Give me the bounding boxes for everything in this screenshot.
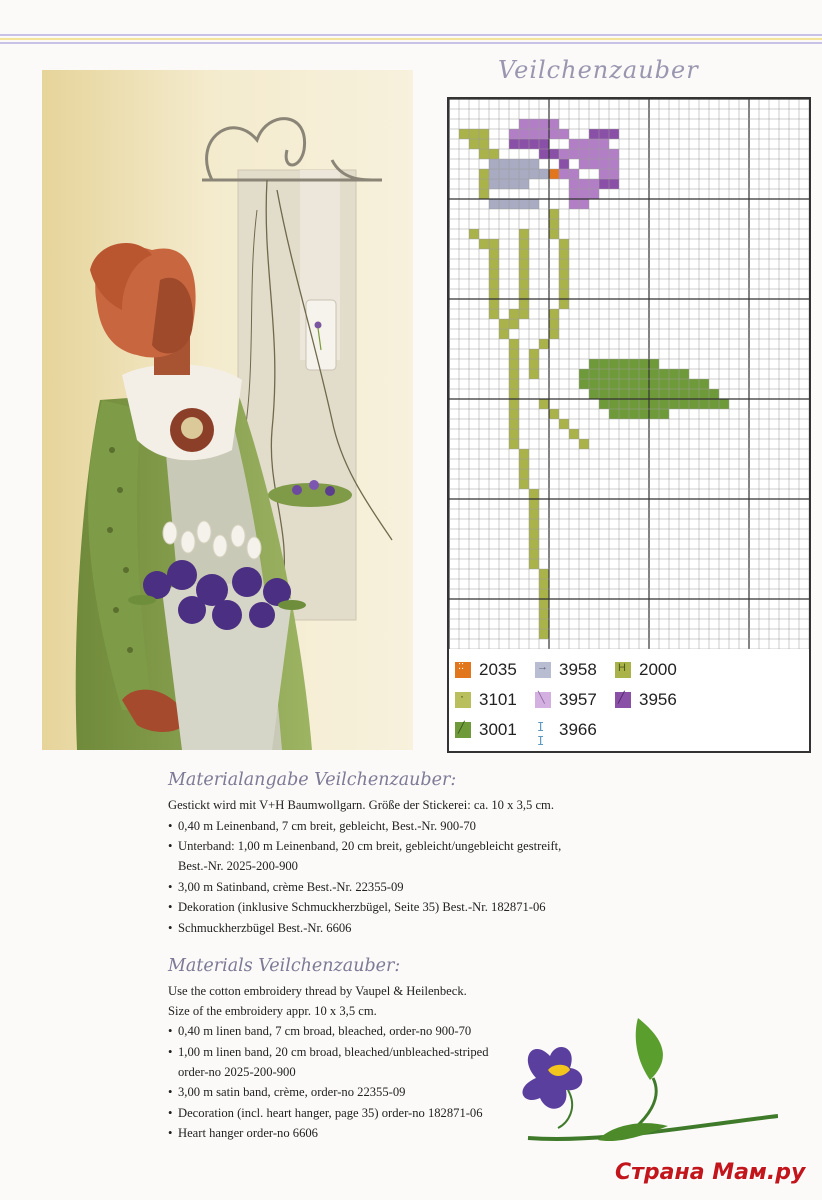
stitch-green	[549, 409, 559, 419]
stitch-green	[519, 479, 529, 489]
color-legend	[455, 658, 805, 748]
stitch-leaf	[659, 399, 669, 409]
stitch-green	[509, 379, 519, 389]
stitch-green	[529, 499, 539, 509]
list-item: • 0,40 m linen band, 7 cm broad, bleached, order-no 900-70	[168, 1024, 472, 1039]
stitch-leaf	[669, 389, 679, 399]
stitch-leaf	[709, 389, 719, 399]
stitch-green	[489, 249, 499, 259]
stitch-violet-dark	[609, 179, 619, 189]
stitch-leaf	[589, 389, 599, 399]
stitch-violet	[569, 139, 579, 149]
stitch-green	[539, 629, 549, 639]
photo-figurine-with-violets	[42, 70, 413, 750]
stitch-violet	[539, 119, 549, 129]
stitch-violet	[589, 179, 599, 189]
stitch-leaf	[609, 389, 619, 399]
stitch-green	[509, 339, 519, 349]
list-item: • Decoration (incl. heart hanger, page 35) order-no 182871-06	[168, 1105, 483, 1120]
stitch-grey	[509, 159, 519, 169]
legend-item	[615, 688, 677, 712]
stitch-green	[539, 339, 549, 349]
german-heading: Materialangabe Veilchenzauber:	[168, 770, 457, 790]
stitch-green	[509, 359, 519, 369]
list-item: • 0,40 m Leinenband, 7 cm breit, gebleicht, Best.-Nr. 900-70	[168, 818, 476, 833]
stitch-green	[519, 269, 529, 279]
olive-dot-swatch-icon: ·	[455, 692, 471, 708]
stitch-green	[529, 549, 539, 559]
stitch-green	[479, 169, 489, 179]
stitch-green	[539, 609, 549, 619]
stitch-grey	[529, 169, 539, 179]
stitch-leaf	[659, 379, 669, 389]
stitch-grey	[519, 169, 529, 179]
stitch-violet	[549, 129, 559, 139]
stitch-green	[539, 569, 549, 579]
stitch-violet	[579, 149, 589, 159]
stitch-green	[479, 239, 489, 249]
stitch-leaf	[659, 389, 669, 399]
legend-item	[615, 658, 677, 682]
stitch-violet	[509, 129, 519, 139]
stitch-grey	[529, 159, 539, 169]
stitch-leaf	[629, 389, 639, 399]
violet-illustration	[478, 1018, 778, 1160]
stitch-leaf	[659, 369, 669, 379]
stitch-green	[539, 399, 549, 409]
stitch-green	[489, 289, 499, 299]
stitch-violet-dark	[539, 139, 549, 149]
stitch-grey	[489, 169, 499, 179]
stitch-orange	[549, 169, 559, 179]
stitch-violet	[569, 199, 579, 209]
stitch-green	[489, 279, 499, 289]
stitch-leaf	[679, 399, 689, 409]
stitch-leaf	[689, 379, 699, 389]
grey-arrow-swatch-icon: →	[535, 662, 551, 678]
stitch-leaf	[659, 409, 669, 419]
stitch-leaf	[679, 389, 689, 399]
stitch-violet	[579, 159, 589, 169]
legend-item	[535, 688, 597, 712]
stitch-leaf	[619, 389, 629, 399]
stitch-green	[489, 259, 499, 269]
stitch-grey	[529, 199, 539, 209]
stitch-green	[549, 309, 559, 319]
stitch-green	[509, 389, 519, 399]
stitch-leaf	[689, 389, 699, 399]
stitch-grey	[519, 199, 529, 209]
legend-item	[455, 688, 517, 712]
list-item: • 3,00 m satin band, crème, order-no 22355-09	[168, 1085, 406, 1100]
stitch-violet	[609, 169, 619, 179]
stitch-leaf	[639, 359, 649, 369]
stitch-leaf	[649, 409, 659, 419]
stitch-green	[549, 209, 559, 219]
stitch-green	[469, 229, 479, 239]
stitch-violet	[529, 129, 539, 139]
stitch-grey	[499, 159, 509, 169]
stitch-green	[529, 559, 539, 569]
legend-item	[535, 658, 597, 682]
stitch-green	[529, 349, 539, 359]
stitch-green	[549, 329, 559, 339]
stitch-leaf	[719, 399, 729, 409]
lilac-diagonal-swatch-icon: ╲	[535, 692, 551, 708]
stitch-leaf	[629, 399, 639, 409]
stitch-green	[539, 579, 549, 589]
stitch-green	[569, 429, 579, 439]
legend-code: 3956	[639, 690, 677, 709]
stitch-violet	[579, 199, 589, 209]
stitch-green	[479, 189, 489, 199]
list-item: • 1,00 m linen band, 20 cm broad, bleached/unbleached-striped order-no 2025-200-900	[168, 1044, 489, 1079]
stitch-violet	[559, 169, 569, 179]
stitch-green	[509, 429, 519, 439]
stitch-green	[559, 419, 569, 429]
stitch-leaf	[589, 369, 599, 379]
stitch-leaf	[649, 379, 659, 389]
stitch-green	[479, 139, 489, 149]
stitch-green	[489, 269, 499, 279]
stitch-leaf	[619, 379, 629, 389]
stitch-violet	[599, 159, 609, 169]
stitch-violet-dark	[559, 159, 569, 169]
stitch-green	[529, 359, 539, 369]
blue-i-swatch-icon: I I	[537, 720, 545, 748]
stitch-leaf	[599, 379, 609, 389]
stitch-violet	[529, 119, 539, 129]
stitch-grey	[499, 179, 509, 189]
stitch-green	[519, 279, 529, 289]
stitch-green	[529, 539, 539, 549]
stitch-violet-dark	[539, 149, 549, 159]
stitch-leaf	[669, 369, 679, 379]
violet-diagonal-swatch-icon: ╱	[615, 692, 631, 708]
stitch-violet	[569, 169, 579, 179]
stitch-green	[529, 529, 539, 539]
stitch-grey	[509, 169, 519, 179]
stitch-green	[479, 179, 489, 189]
stitch-violet	[589, 139, 599, 149]
stitch-leaf	[599, 399, 609, 409]
stitch-violet-dark	[529, 139, 539, 149]
stitch-leaf	[609, 359, 619, 369]
stitch-green	[519, 449, 529, 459]
stitch-violet-dark	[599, 129, 609, 139]
stitch-green	[499, 319, 509, 329]
stitch-green	[549, 319, 559, 329]
stitch-leaf	[689, 399, 699, 409]
stitch-leaf	[609, 379, 619, 389]
stitch-green	[489, 309, 499, 319]
stitch-leaf	[679, 369, 689, 379]
stitch-leaf	[599, 359, 609, 369]
stitch-leaf	[649, 399, 659, 409]
list-item: • Heart hanger order-no 6606	[168, 1126, 318, 1141]
stitch-violet	[589, 159, 599, 169]
stitch-leaf	[679, 379, 689, 389]
legend-code: 3101	[479, 690, 517, 709]
stitch-leaf	[609, 369, 619, 379]
stitch-green	[489, 299, 499, 309]
legend-item	[455, 718, 517, 742]
stitch-green	[529, 519, 539, 529]
stitch-grey	[519, 159, 529, 169]
stitch-violet	[569, 149, 579, 159]
stitch-leaf	[699, 379, 709, 389]
stitch-violet	[609, 159, 619, 169]
stitch-leaf	[619, 359, 629, 369]
stitch-leaf	[699, 399, 709, 409]
stitch-grey	[489, 159, 499, 169]
stitch-leaf	[619, 369, 629, 379]
stitch-green	[519, 239, 529, 249]
stitch-violet	[579, 179, 589, 189]
stitch-green	[519, 469, 529, 479]
stitch-green	[489, 239, 499, 249]
legend-code: 3001	[479, 720, 517, 739]
stitch-leaf	[709, 399, 719, 409]
stitch-leaf	[589, 359, 599, 369]
list-item: • Schmuckherzbügel Best.-Nr. 6606	[168, 920, 352, 935]
stitch-violet	[599, 169, 609, 179]
stitch-green	[519, 299, 529, 309]
orange-cross-swatch-icon: ::	[455, 662, 471, 678]
stitch-violet	[599, 149, 609, 159]
stitch-leaf	[649, 369, 659, 379]
stitch-violet	[569, 179, 579, 189]
list-item: • Dekoration (inklusive Schmuckherzbügel, Seite 35) Best.-Nr. 182871-06	[168, 900, 546, 915]
cross-stitch-chart	[447, 97, 811, 753]
legend-code: 3966	[559, 720, 597, 739]
header-stripe	[0, 34, 822, 46]
stitch-violet-dark	[599, 179, 609, 189]
stitch-leaf	[649, 389, 659, 399]
stitch-grey	[519, 179, 529, 189]
stitch-leaf	[619, 409, 629, 419]
stitch-violet	[519, 129, 529, 139]
stitch-violet-dark	[519, 139, 529, 149]
stitch-green	[459, 129, 469, 139]
stitch-violet	[589, 189, 599, 199]
legend-code: 2035	[479, 660, 517, 679]
stitch-violet	[609, 149, 619, 159]
stitch-green	[539, 599, 549, 609]
stitch-leaf	[609, 399, 619, 409]
stitch-green	[509, 369, 519, 379]
stitch-leaf	[599, 369, 609, 379]
stitch-green	[479, 129, 489, 139]
stitch-violet	[519, 119, 529, 129]
stitch-violet-dark	[609, 129, 619, 139]
legend-item	[455, 658, 517, 682]
stitch-violet-dark	[589, 129, 599, 139]
stitch-leaf	[629, 409, 639, 419]
stitch-green	[529, 489, 539, 499]
watermark: Страна Мам.ру	[615, 1160, 806, 1185]
stitch-green	[529, 369, 539, 379]
stitch-grey	[489, 199, 499, 209]
english-heading: Materials Veilchenzauber:	[168, 956, 401, 976]
german-intro: Gestickt wird mit V+H Baumwollgarn. Größe der Stickerei: ca. 10 x 3,5 cm.	[168, 798, 554, 812]
stitch-green	[519, 259, 529, 269]
legend-code: 2000	[639, 660, 677, 679]
stitch-grey	[509, 199, 519, 209]
list-item: • 3,00 m Satinband, crème Best.-Nr. 22355-09	[168, 879, 404, 894]
stitch-green	[519, 229, 529, 239]
stitch-violet	[559, 129, 569, 139]
stitch-leaf	[579, 379, 589, 389]
legend-item	[535, 718, 597, 748]
leaf-diagonal-swatch-icon: ╱	[455, 722, 471, 738]
stitch-green	[469, 129, 479, 139]
stitch-violet-dark	[549, 149, 559, 159]
stitch-green	[539, 589, 549, 599]
stitch-green	[559, 239, 569, 249]
stitch-green	[509, 309, 519, 319]
stitch-leaf	[669, 379, 679, 389]
stitch-violet	[549, 119, 559, 129]
stitch-leaf	[599, 389, 609, 399]
stitch-green	[579, 439, 589, 449]
stitch-green	[489, 149, 499, 159]
stitch-green	[559, 299, 569, 309]
stitch-green	[559, 259, 569, 269]
german-materials	[168, 770, 628, 938]
stitch-grey	[489, 179, 499, 189]
stitch-green	[469, 139, 479, 149]
stitch-grey	[539, 169, 549, 179]
stitch-leaf	[629, 379, 639, 389]
stitch-leaf	[579, 369, 589, 379]
stitch-leaf	[629, 369, 639, 379]
stitch-green	[509, 409, 519, 419]
stitch-violet-dark	[509, 139, 519, 149]
page-title: Veilchenzauber	[498, 56, 699, 84]
stitch-green	[559, 249, 569, 259]
legend-code: 3957	[559, 690, 597, 709]
stitch-green	[519, 309, 529, 319]
stitch-leaf	[629, 359, 639, 369]
stitch-green	[499, 329, 509, 339]
stitch-green	[479, 149, 489, 159]
stitch-green	[519, 459, 529, 469]
stitch-violet	[579, 139, 589, 149]
german-list	[168, 816, 628, 938]
stitch-green	[509, 349, 519, 359]
stitch-violet	[559, 149, 569, 159]
english-intro: Use the cotton embroidery thread by Vaupel & Heilenbeck. Size of the embroidery appr. 10 x 3,5 cm.	[168, 984, 467, 1018]
stitch-leaf	[639, 399, 649, 409]
green-h-swatch-icon: H	[615, 662, 631, 678]
stitch-violet	[589, 149, 599, 159]
stitch-green	[509, 399, 519, 409]
stitch-green	[559, 269, 569, 279]
stitch-leaf	[699, 389, 709, 399]
stitch-green	[539, 619, 549, 629]
list-item: • Unterband: 1,00 m Leinenband, 20 cm breit, gebleicht/ungebleicht gestreift, Best.-Nr. 2025-200-900	[168, 839, 562, 874]
stitch-violet	[569, 189, 579, 199]
stitch-grey	[499, 199, 509, 209]
stitch-grey	[509, 179, 519, 189]
stitch-grey	[499, 169, 509, 179]
stitch-leaf	[649, 359, 659, 369]
stitch-violet	[539, 129, 549, 139]
stitch-leaf	[589, 379, 599, 389]
stitch-green	[559, 289, 569, 299]
stitch-green	[559, 279, 569, 289]
stitch-violet	[599, 139, 609, 149]
stitch-green	[529, 509, 539, 519]
stitch-violet	[579, 189, 589, 199]
stitch-green	[549, 229, 559, 239]
stitch-leaf	[639, 379, 649, 389]
stitch-leaf	[619, 399, 629, 409]
stitch-leaf	[639, 369, 649, 379]
stitch-green	[509, 439, 519, 449]
stitch-green	[509, 319, 519, 329]
stitch-leaf	[639, 409, 649, 419]
stitch-leaf	[609, 409, 619, 419]
stitch-green	[519, 249, 529, 259]
stitch-green	[509, 419, 519, 429]
stitch-green	[519, 289, 529, 299]
stitch-leaf	[639, 389, 649, 399]
legend-code: 3958	[559, 660, 597, 679]
stitch-leaf	[669, 399, 679, 409]
stitch-green	[549, 219, 559, 229]
